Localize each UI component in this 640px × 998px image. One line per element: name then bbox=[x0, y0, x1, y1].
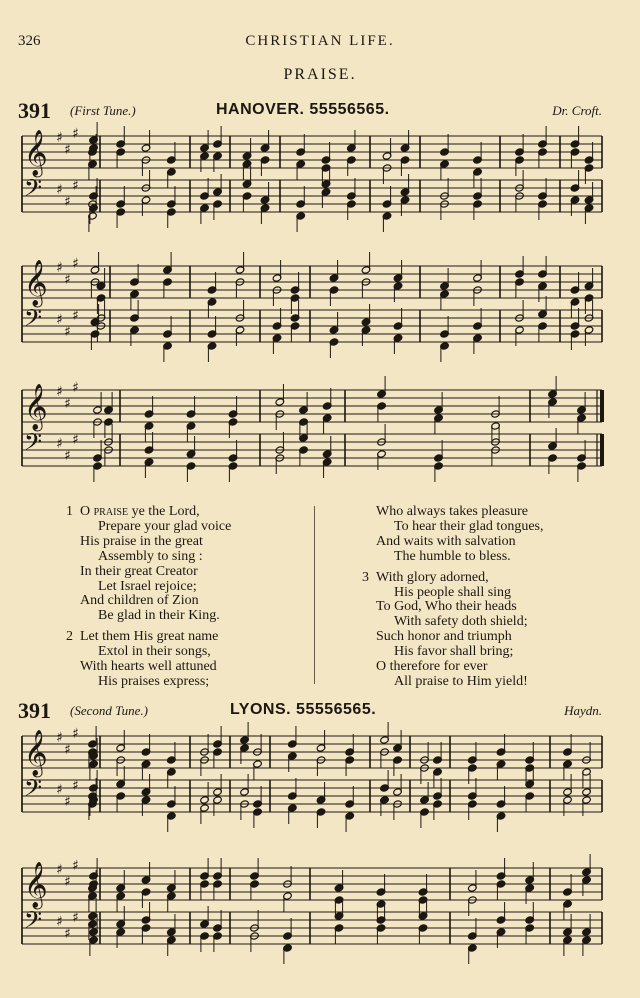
sharp-icon: ♯ bbox=[64, 926, 71, 942]
second-tune-name: LYONS. 55556565. bbox=[230, 701, 377, 718]
verse-line bbox=[376, 534, 516, 550]
verse-text: With safety doth shield; bbox=[394, 614, 528, 630]
verse-line bbox=[80, 564, 198, 580]
hymn-number-second: 391 bbox=[18, 698, 51, 723]
verse-line bbox=[98, 608, 220, 624]
sharp-icon: ♯ bbox=[56, 862, 63, 878]
page-number: 326 bbox=[18, 33, 41, 49]
verse-first-word: O praise bbox=[80, 504, 129, 519]
first-tune-note: (First Tune.) bbox=[70, 103, 136, 118]
verse-line bbox=[98, 644, 211, 660]
verse-text: To God, Who their heads bbox=[376, 599, 517, 615]
verse-text: Prepare your glad voice bbox=[98, 518, 232, 534]
sharp-icon: ♯ bbox=[56, 914, 63, 930]
sharp-icon: ♯ bbox=[56, 260, 63, 276]
verse-line bbox=[66, 504, 200, 520]
verse-line bbox=[362, 569, 489, 586]
sharp-icon: ♯ bbox=[72, 380, 79, 396]
treble-clef-icon: 𝄞 bbox=[24, 730, 48, 776]
first-tune-composer: Dr. Croft. bbox=[552, 103, 602, 118]
sharp-icon: ♯ bbox=[64, 272, 71, 288]
bass-clef-icon: 𝄢 bbox=[24, 428, 43, 461]
verse-line bbox=[80, 534, 203, 550]
verse-line bbox=[394, 614, 528, 630]
verse-line bbox=[98, 519, 231, 535]
sharp-icon: ♯ bbox=[72, 726, 79, 742]
verse-text: Such honor and triumph bbox=[376, 629, 512, 645]
sharp-icon: ♯ bbox=[56, 730, 63, 746]
verse-line bbox=[98, 579, 197, 595]
verse-text: His praises express; bbox=[98, 673, 210, 689]
verse-line bbox=[98, 674, 209, 690]
treble-clef-icon: 𝄞 bbox=[24, 130, 48, 176]
verse-line bbox=[376, 504, 528, 520]
verse-text: O therefore for ever bbox=[376, 659, 488, 674]
verse-line bbox=[376, 659, 488, 675]
second-tune-composer: Haydn. bbox=[564, 703, 602, 718]
sharp-icon: ♯ bbox=[64, 448, 71, 464]
column-divider bbox=[314, 506, 315, 684]
sharp-icon: ♯ bbox=[72, 126, 79, 142]
sharp-icon: ♯ bbox=[56, 182, 63, 198]
verse-text: With glory adorned, bbox=[376, 569, 489, 585]
sharp-icon: ♯ bbox=[56, 130, 63, 146]
verse-line bbox=[80, 659, 217, 675]
sharp-icon: ♯ bbox=[64, 874, 71, 890]
sharp-icon: ♯ bbox=[56, 312, 63, 328]
verse-number: 3 bbox=[362, 569, 369, 585]
sharp-icon: ♯ bbox=[72, 432, 79, 448]
sharp-icon: ♯ bbox=[56, 782, 63, 798]
verse-text: Who always takes pleasure bbox=[376, 504, 528, 519]
sharp-icon: ♯ bbox=[72, 308, 79, 324]
verse-text: Be glad in their King. bbox=[98, 608, 220, 624]
running-head: CHRISTIAN LIFE. bbox=[245, 33, 395, 49]
verse-line bbox=[376, 629, 512, 645]
treble-clef-icon: 𝄞 bbox=[24, 862, 48, 908]
verse-text: His people shall sing bbox=[394, 584, 512, 600]
second-tune-score bbox=[0, 720, 640, 998]
verse-line bbox=[80, 593, 199, 609]
verse-text: With hearts well attuned bbox=[80, 659, 217, 674]
sharp-icon: ♯ bbox=[64, 142, 71, 158]
bass-clef-icon: 𝄢 bbox=[24, 774, 43, 807]
bass-clef-icon: 𝄢 bbox=[24, 906, 43, 939]
treble-clef-icon: 𝄞 bbox=[24, 384, 48, 430]
verse-text: His praise in the great bbox=[80, 533, 203, 549]
verse-text: And waits with salvation bbox=[376, 533, 516, 549]
verse-text: His favor shall bring; bbox=[394, 644, 514, 660]
sharp-icon: ♯ bbox=[72, 910, 79, 926]
sharp-icon: ♯ bbox=[72, 858, 79, 874]
first-tune-score bbox=[0, 120, 640, 510]
verse-line bbox=[394, 519, 543, 535]
first-tune-name: HANOVER. 55556565. bbox=[216, 101, 390, 118]
verse-line bbox=[394, 585, 511, 601]
verse-number: 1 bbox=[66, 504, 73, 519]
verse-line bbox=[66, 629, 219, 645]
verse-text: ye the Lord, bbox=[128, 504, 200, 519]
verse-text: And children of Zion bbox=[80, 593, 199, 609]
sharp-icon: ♯ bbox=[64, 194, 71, 210]
section-title: PRAISE. bbox=[283, 66, 357, 83]
sharp-icon: ♯ bbox=[64, 794, 71, 810]
sharp-icon: ♯ bbox=[72, 178, 79, 194]
verse-text: In their great Creator bbox=[80, 563, 198, 579]
verse-line bbox=[394, 549, 511, 565]
sharp-icon: ♯ bbox=[64, 396, 71, 412]
sharp-icon: ♯ bbox=[56, 436, 63, 452]
bass-clef-icon: 𝄢 bbox=[24, 174, 43, 207]
hymn-number: 391 bbox=[18, 98, 51, 123]
verse-text: Let Israel rejoice; bbox=[98, 578, 197, 594]
verse-line bbox=[394, 674, 528, 690]
verse-text: Extol in their songs, bbox=[98, 644, 211, 660]
verse-text: Let them His great name bbox=[80, 629, 219, 645]
verse-line bbox=[394, 644, 513, 660]
treble-clef-icon: 𝄞 bbox=[24, 260, 48, 306]
sharp-icon: ♯ bbox=[64, 742, 71, 758]
sharp-icon: ♯ bbox=[56, 384, 63, 400]
verse-number: 2 bbox=[66, 629, 73, 645]
verse-text: To hear their glad tongues, bbox=[394, 518, 544, 534]
bass-clef-icon: 𝄢 bbox=[24, 304, 43, 337]
sharp-icon: ♯ bbox=[64, 324, 71, 340]
verse-text: All praise to Him yield! bbox=[394, 673, 528, 689]
verse-text: The humble to bless. bbox=[394, 548, 511, 564]
second-tune-note: (Second Tune.) bbox=[70, 703, 148, 718]
verse-line bbox=[98, 549, 203, 565]
verse-text: Assembly to sing : bbox=[98, 548, 203, 564]
verse-line bbox=[376, 599, 517, 615]
sharp-icon: ♯ bbox=[72, 778, 79, 794]
sharp-icon: ♯ bbox=[72, 256, 79, 272]
